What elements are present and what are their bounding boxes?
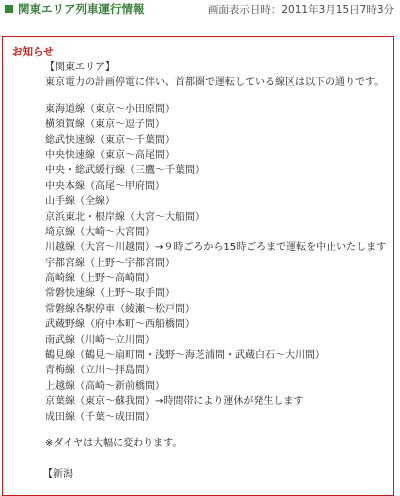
notice-intro: 東京電力の計画停電に伴い、首都圏で運転している線区は以下の通りです。	[45, 77, 385, 89]
page-title: 関東エリア列車運行情報	[18, 2, 145, 16]
notice-box	[2, 36, 394, 496]
spacer	[45, 425, 385, 436]
line-list-item: 鶴見線（鶴見～扇町間・浅野～海芝浦間・武蔵白石～大川間）	[45, 350, 325, 362]
next-section-label: 【新潟	[43, 469, 73, 480]
line-list-item: 中央快速線（東京～高尾間）	[45, 149, 175, 161]
notice-body	[45, 60, 385, 451]
line-list-item: 武蔵野線（府中本町～西船橋間）	[45, 319, 195, 331]
line-list-item: 常磐線各駅停車（綾瀬～松戸間）	[45, 303, 195, 315]
line-list-item: 埼京線（大崎～大宮間）	[45, 226, 155, 238]
line-list-item: 京葉線（東京～蘇我間）→時間帯により運休が発生します	[45, 396, 304, 408]
spacer	[45, 91, 385, 102]
line-list-item: 横須賀線（東京～逗子間）	[45, 119, 165, 131]
line-list-item: 南武線（川崎～立川間）	[45, 334, 155, 346]
line-list-item: 中央本線（高尾～甲府間）	[45, 180, 165, 192]
line-list-item: 宇都宮線（上野～宇都宮間）	[45, 257, 175, 269]
line-list-item: 京浜東北・根岸線（大宮～大船間）	[45, 211, 205, 223]
line-list-item: 東海道線（東京～小田原間）	[45, 103, 175, 115]
area-label: 【関東エリア】	[45, 62, 115, 73]
line-list-item: 総武快速線（東京～千葉間）	[45, 134, 175, 146]
notice-heading: お知らせ	[12, 46, 54, 58]
footnote: ※ダイヤは大幅に変わります。	[45, 438, 183, 449]
line-list-item: 常磐快速線（上野～取手間）	[45, 288, 175, 300]
line-list-item: 高崎線（上野～高崎間）	[45, 273, 155, 285]
line-list-item: 中央・総武緩行線（三鷹～千葉間）	[45, 165, 205, 177]
line-list-item: 川越線（大宮～川越間）→９時ごろから15時ごろまで運転を中止いたします	[45, 242, 387, 254]
line-list-item: 青梅線（立川～拝島間）	[45, 365, 155, 377]
page-header	[0, 0, 400, 20]
line-list-item: 成田線（千葉～成田間）	[45, 411, 155, 423]
display-timestamp: 画面表示日時：2011年3月15日7時3分	[207, 4, 394, 16]
line-list-item: 山手線（全線）	[45, 196, 115, 208]
line-list-item: 上越線（高崎～新前橋間）	[45, 380, 165, 392]
square-bullet-icon	[5, 5, 13, 13]
line-list	[45, 102, 385, 425]
